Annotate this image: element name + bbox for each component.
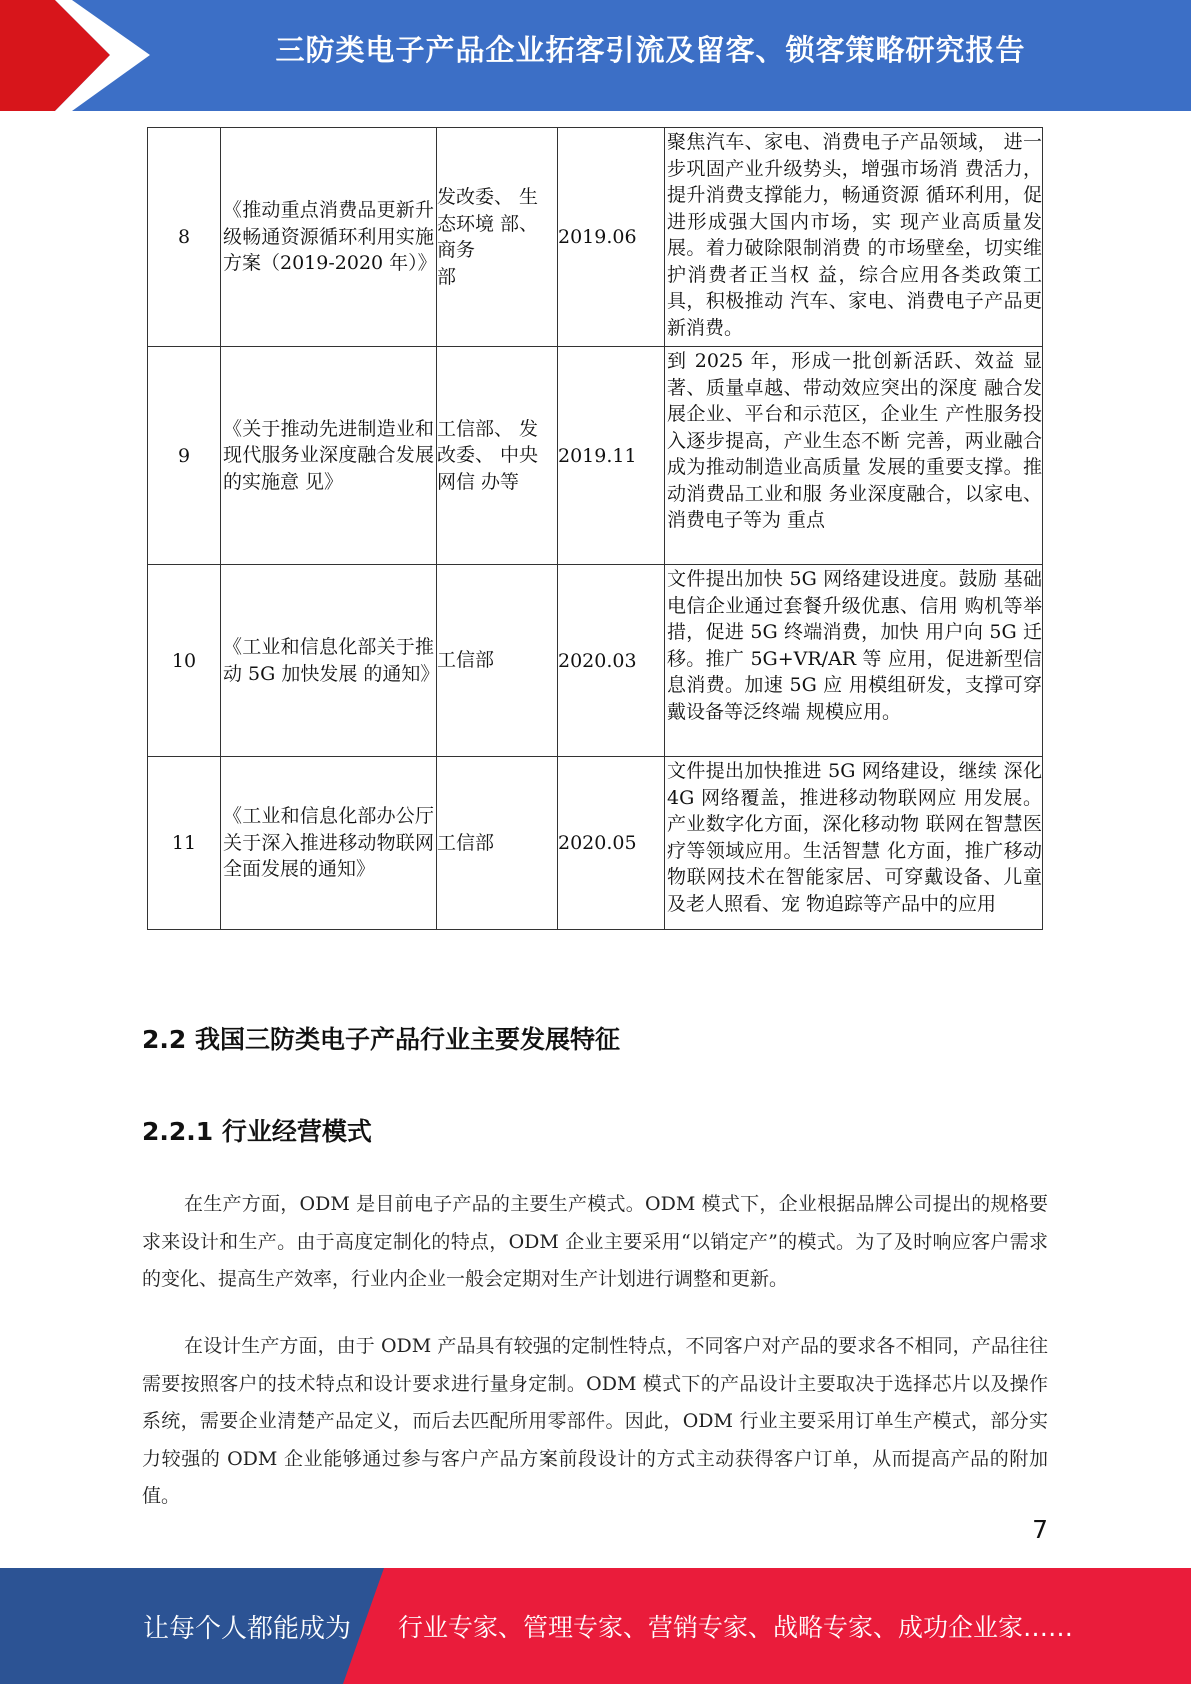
page-header — [0, 0, 1191, 111]
department-text: 工信部 — [437, 649, 495, 672]
issuing-department — [437, 128, 558, 347]
page-number: 7 — [1032, 1515, 1048, 1544]
issuing-department — [437, 757, 558, 930]
policy-name — [221, 128, 437, 347]
department-text: 工信部、 发改委、 中央网信 办等 — [437, 417, 539, 493]
policy-description — [665, 128, 1043, 347]
description-text: 聚焦汽车、家电、消费电子产品领域， 进一步巩固产业升级势头，增强市场消 费活力，提升消费支撑能力，畅通资源 循环利用，促进形成强大国内市场，实 现产业高质量发展。着力破除限制消费 的市场壁垒，切实维护消费者正当权 益，综合应用各类政策工具，积极推动 汽车、家电、消费电子产品更新消费。 — [667, 131, 1042, 339]
policy-name-text: 《工业和信息化部办公厅关于深入推进移动物联网全面发展的通知》 — [223, 805, 434, 881]
row-number: 9 — [148, 347, 221, 565]
policy-name — [221, 565, 440, 757]
description-text: 文件提出加快 5G 网络建设进度。鼓励 基础电信企业通过套餐升级优惠、信用 购机等举措，促进 5G 终端消费，加快 用户向 5G 迁移。推广 5G+VR/AR 等 应用，促进新型信息消费。加速 5G 应 用模组研发，支撑可穿戴设备等泛终端 规模应用。 — [667, 568, 1042, 723]
issue-date: 2019.06 — [558, 128, 665, 347]
header-title: 三防类电子产品企业拓客引流及留客、锁客策略研究报告 — [275, 33, 1026, 67]
policy-table — [147, 127, 1043, 930]
policy-name-text: 《工业和信息化部关于推动 5G 加快发展 的通知》 — [223, 636, 440, 685]
table-row — [148, 565, 1043, 757]
department-text: 工信部 — [437, 831, 495, 854]
subsection-heading: 2.2.1 行业经营模式 — [142, 1117, 372, 1146]
policy-name-text: 《推动重点消费品更新升级畅通资源循环利用实施方案（2019-2020 年）》 — [223, 199, 437, 275]
issue-date: 2020.05 — [558, 757, 665, 930]
policy-name — [221, 347, 437, 565]
body-paragraph: 在设计生产方面，由于 ODM 产品具有较强的定制性特点，不同客户对产品的要求各不相同，产品往往需要按照客户的技术特点和设计要求进行量身定制。ODM 模式下的产品设计主要取决于选择芯片以及操作系统，需要企业清楚产品定义，而后去匹配所用零部件。因此，ODM 行业主要采用订单生产模式，部分实力较强的 ODM 企业能够通过参与客户产品方案前段设计的方式主动获得客户订单，从而提高产品的附加值。 — [142, 1335, 1048, 1507]
row-number: 8 — [148, 128, 221, 347]
footer-slogan-right: 行业专家、管理专家、营销专家、战略专家、成功企业家…… — [398, 1613, 1074, 1642]
issuing-department — [437, 347, 558, 565]
issuing-department — [437, 565, 558, 757]
policy-name-text: 《关于推动先进制造业和现代服务业深度融合发展的实施意 见》 — [223, 417, 434, 493]
policy-description — [665, 565, 1043, 757]
row-number: 10 — [148, 565, 221, 757]
description-text: 到 2025 年，形成一批创新活跃、效益 显著、质量卓越、带动效应突出的深度 融合发展企业、平台和示范区，企业生 产性服务投入逐步提高，产业生态不断 完善，两业融合成为推动制造业高质量 发展的重要支撑。推动消费品工业和服 务业深度融合，以家电、消费电子等为 重点 — [667, 350, 1042, 531]
department-text: 发改委、 生态环境 部、 商务 部 — [437, 186, 539, 288]
table-row — [148, 757, 1043, 930]
body-paragraph: 在生产方面，ODM 是目前电子产品的主要生产模式。ODM 模式下，企业根据品牌公司提出的规格要求来设计和生产。由于高度定制化的特点，ODM 企业主要采用“以销定产”的模式。为了及时响应客户需求的变化、提高生产效率，行业内企业一般会定期对生产计划进行调整和更新。 — [142, 1193, 1048, 1290]
policy-name — [221, 757, 437, 930]
policy-description — [665, 757, 1043, 930]
header-chevron-icon — [0, 0, 160, 111]
issue-date: 2020.03 — [558, 565, 665, 757]
issue-date: 2019.11 — [558, 347, 665, 565]
row-number: 11 — [148, 757, 221, 930]
section-heading: 2.2 我国三防类电子产品行业主要发展特征 — [142, 1025, 620, 1054]
policy-description — [665, 347, 1043, 565]
description-text: 文件提出加快推进 5G 网络建设，继续 深化 4G 网络覆盖，推进移动物联网应 用发展。产业数字化方面，深化移动物 联网在智慧医疗等领域应用。生活智慧 化方面，推广移动物联网技术在智能家居、可穿戴设备、儿童及老人照看、宠 物追踪等产品中的应用 — [667, 760, 1042, 915]
page-footer — [0, 1568, 1191, 1684]
footer-slogan-left: 让每个人都能成为 — [143, 1614, 352, 1644]
table-row — [148, 128, 1043, 347]
table-row — [148, 347, 1043, 565]
